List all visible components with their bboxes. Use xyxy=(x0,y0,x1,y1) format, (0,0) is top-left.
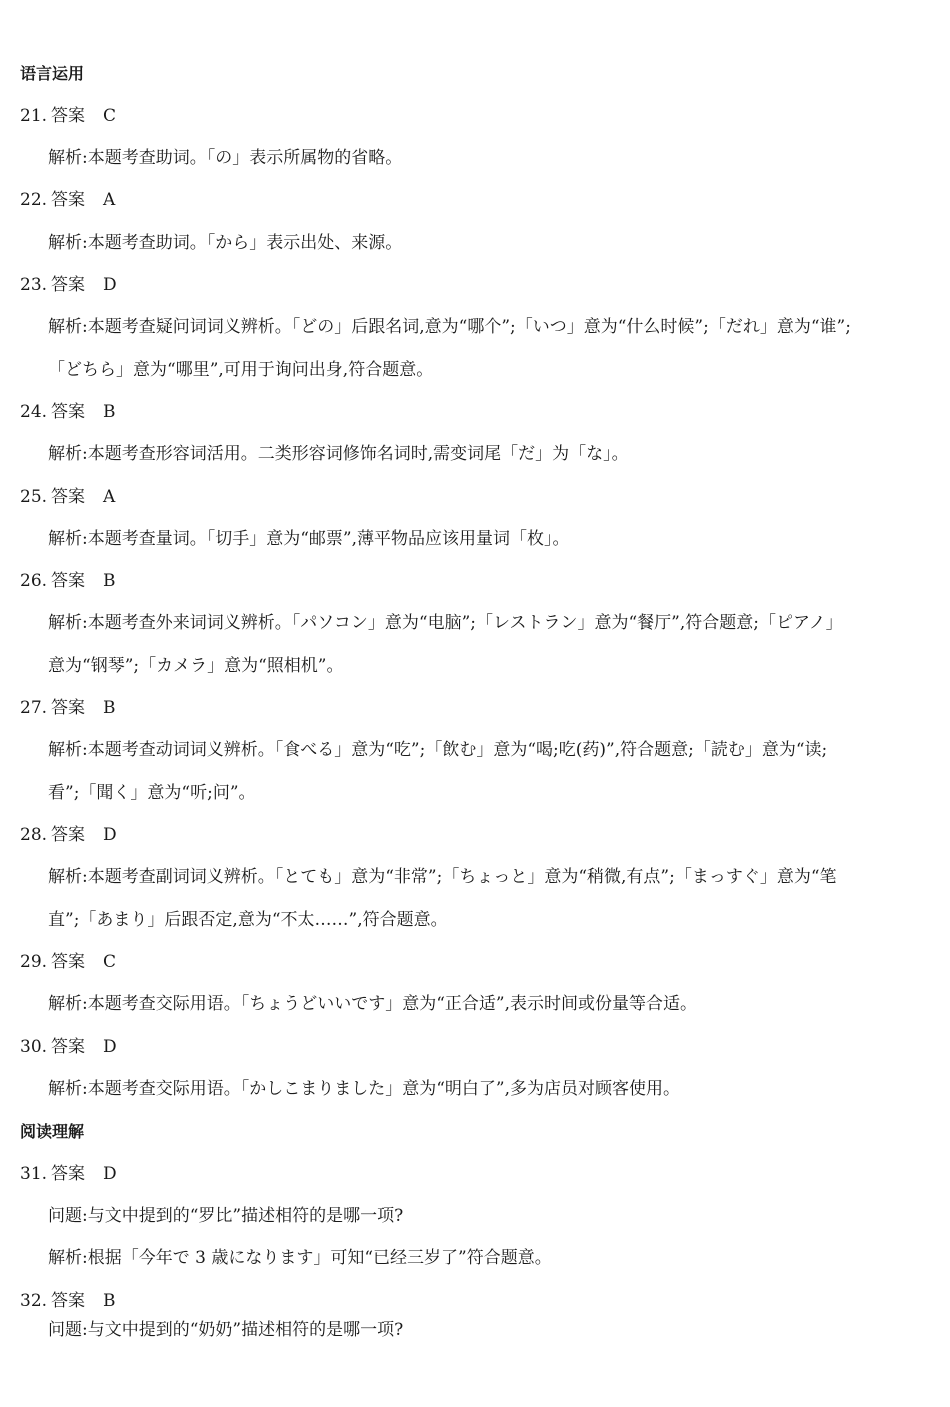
answer-letter: D xyxy=(103,1164,117,1184)
answer-line xyxy=(20,697,116,719)
answer-letter: C xyxy=(103,952,117,972)
answer-letter: B xyxy=(103,1291,116,1311)
answer-label: 答案 xyxy=(51,571,86,591)
explanation-continuation: 直”;「あまり」后跟否定,意为“不太……”,符合题意。 xyxy=(48,910,448,930)
answer-label: 答案 xyxy=(51,698,86,718)
answer-label: 答案 xyxy=(51,106,86,126)
explanation-text: 解析:本题考查疑问词词义辨析。「どの」后跟名词,意为“哪个”;「いつ」意为“什么时候”;「だれ」意为“谁”; xyxy=(48,317,851,337)
answer-letter: A xyxy=(103,487,116,507)
explanation-text: 解析:本题考查交际用语。「かしこまりました」意为“明白了”,多为店员对顾客使用。 xyxy=(48,1079,681,1099)
question-number: 22. xyxy=(20,190,48,210)
question-number: 24. xyxy=(20,402,48,422)
explanation-text: 解析:本题考查助词。「から」表示出处、来源。 xyxy=(48,233,403,253)
section-heading-language: 语言运用 xyxy=(20,64,85,83)
answer-label: 答案 xyxy=(51,1037,86,1057)
question-number: 26. xyxy=(20,571,48,591)
answer-letter: D xyxy=(103,275,117,295)
answer-line xyxy=(20,401,116,423)
explanation-text: 解析:本题考查外来词词义辨析。「パソコン」意为“电脑”;「レストラン」意为“餐厅”,符合题意;「ピアノ」 xyxy=(48,613,843,633)
question-number: 21. xyxy=(20,106,48,126)
answer-line xyxy=(20,1290,116,1312)
answer-letter: B xyxy=(103,698,116,718)
answer-letter: B xyxy=(103,571,116,591)
explanation-continuation: 「どちら」意为“哪里”,可用于询问出身,符合题意。 xyxy=(48,360,434,380)
answer-letter: B xyxy=(103,402,116,422)
explanation-continuation: 意为“钢琴”;「カメラ」意为“照相机”。 xyxy=(48,656,344,676)
answer-label: 答案 xyxy=(51,402,86,422)
answer-letter: D xyxy=(103,1037,117,1057)
section-heading-reading: 阅读理解 xyxy=(20,1122,85,1141)
answer-line xyxy=(20,824,117,846)
answer-line xyxy=(20,1036,117,1058)
explanation-text: 解析:本题考查形容词活用。二类形容词修饰名词时,需变词尾「だ」为「な」。 xyxy=(48,444,629,464)
answer-label: 答案 xyxy=(51,952,86,972)
question-number: 27. xyxy=(20,698,48,718)
explanation-text: 解析:本题考查动词词义辨析。「食べる」意为“吃”;「飲む」意为“喝;吃(药)”,符合题意;「読む」意为“读; xyxy=(48,740,828,760)
answer-line xyxy=(20,274,117,296)
answer-line xyxy=(20,1163,117,1185)
answer-letter: D xyxy=(103,825,117,845)
explanation-text: 解析:根据「今年で 3 歳になります」可知“已经三岁了”符合题意。 xyxy=(48,1248,552,1268)
answer-line xyxy=(20,105,116,127)
question-number: 30. xyxy=(20,1037,48,1057)
question-number: 23. xyxy=(20,275,48,295)
explanation-text: 解析:本题考查量词。「切手」意为“邮票”,薄平物品应该用量词「枚」。 xyxy=(48,529,570,549)
explanation-text: 解析:本题考查助词。「の」表示所属物的省略。 xyxy=(48,148,403,168)
answer-line xyxy=(20,189,115,211)
answer-label: 答案 xyxy=(51,825,86,845)
answer-line xyxy=(20,951,116,973)
question-number: 32. xyxy=(20,1291,48,1311)
explanation-text: 解析:本题考查交际用语。「ちょうどいいです」意为“正合适”,表示时间或份量等合适。 xyxy=(48,994,698,1014)
answer-label: 答案 xyxy=(51,190,86,210)
cropped-question-line xyxy=(48,1320,404,1342)
answer-label: 答案 xyxy=(51,1291,86,1311)
answer-letter: C xyxy=(103,106,117,126)
question-number: 31. xyxy=(20,1164,48,1184)
answer-label: 答案 xyxy=(51,487,86,507)
question-number: 29. xyxy=(20,952,48,972)
answer-line xyxy=(20,486,115,508)
answer-letter: A xyxy=(103,190,116,210)
answer-label: 答案 xyxy=(51,1164,86,1184)
question-text: 问题:与文中提到的“奶奶”描述相符的是哪一项? xyxy=(48,1320,404,1340)
question-number: 28. xyxy=(20,825,48,845)
question-text: 问题:与文中提到的“罗比”描述相符的是哪一项? xyxy=(48,1206,404,1226)
question-number: 25. xyxy=(20,487,48,507)
explanation-text: 解析:本题考查副词词义辨析。「とても」意为“非常”;「ちょっと」意为“稍微,有点”;「まっすぐ」意为“笔 xyxy=(48,867,837,887)
answer-line xyxy=(20,570,116,592)
explanation-continuation: 看”;「聞く」意为“听;问”。 xyxy=(48,783,256,803)
answer-label: 答案 xyxy=(51,275,86,295)
